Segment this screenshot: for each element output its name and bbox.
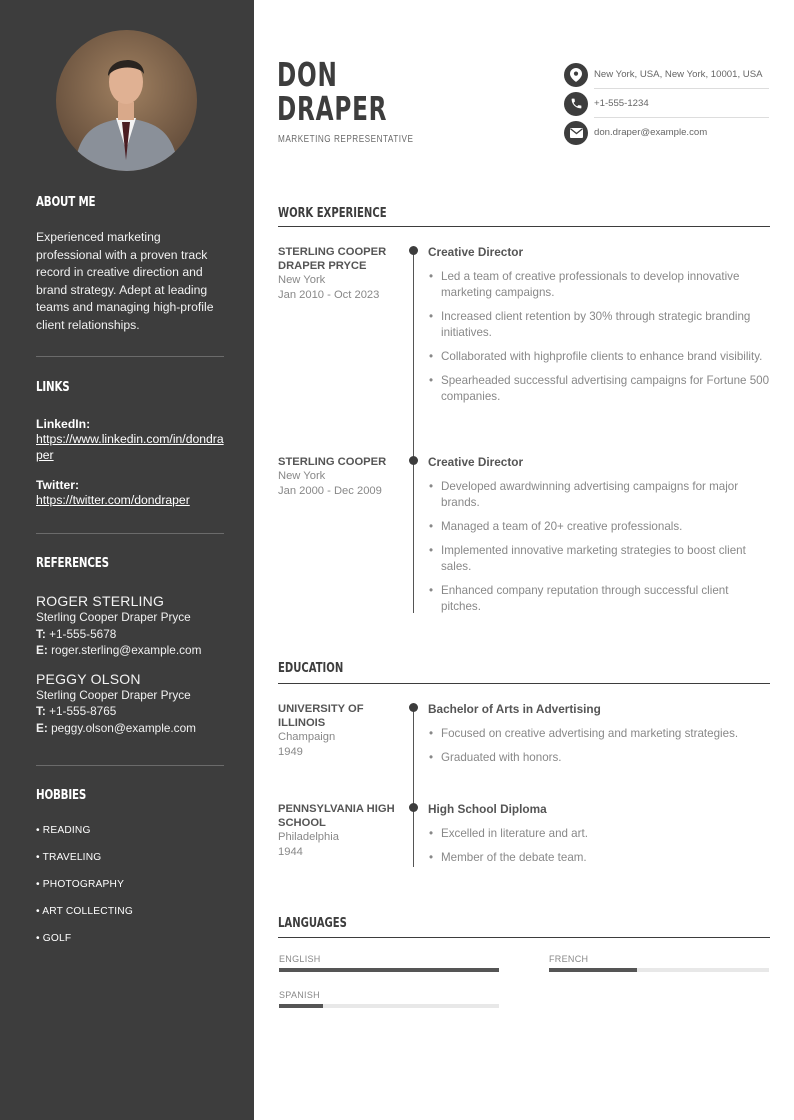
- about-text: Experienced marketing professional with a proven track record in creative direction and brand strategy. Adept at leading teams and managing high-profile client relationships.: [36, 230, 214, 332]
- work-experience-heading: WORK EXPERIENCE: [278, 206, 387, 221]
- divider: [36, 765, 224, 766]
- envelope-icon: [564, 121, 588, 145]
- education-bullets: [428, 826, 770, 874]
- bullet-item: • Excelled in literature and art.: [428, 826, 770, 842]
- education-bullets: [428, 726, 770, 774]
- map-pin-icon: [564, 63, 588, 87]
- languages-heading: LANGUAGES: [278, 916, 347, 931]
- timeline-dot: [409, 246, 418, 255]
- language-item: [549, 954, 769, 972]
- reference-company: Sterling Cooper Draper Pryce: [36, 610, 191, 624]
- hobbies-heading: HOBBIES: [36, 788, 87, 803]
- year: 1949: [278, 745, 303, 758]
- reference-phone: +1-555-8765: [49, 704, 117, 718]
- reference-name: ROGER STERLING: [36, 593, 165, 609]
- divider: [36, 356, 224, 357]
- location: Champaign: [278, 731, 336, 743]
- bullet-item: • Increased client retention by 30% through strategic branding initiatives.: [428, 309, 770, 341]
- language-level-fill: [279, 968, 499, 972]
- language-level-fill: [549, 968, 637, 972]
- hobbies-section: [36, 788, 224, 960]
- links-heading: LINKS: [36, 380, 70, 395]
- education-heading: EDUCATION: [278, 661, 344, 676]
- references-heading: REFERENCES: [36, 556, 109, 571]
- location: New York: [278, 274, 326, 286]
- email-label: E:: [36, 643, 48, 657]
- dates: Jan 2000 - Dec 2009: [278, 484, 382, 497]
- contact-email: [564, 118, 769, 147]
- bullet-item: • Collaborated with highprofile clients to enhance brand visibility.: [428, 349, 770, 365]
- bullet-item: • Implemented innovative marketing strategies to boost client sales.: [428, 543, 770, 575]
- about-section: [36, 195, 224, 334]
- first-name: DON: [277, 55, 338, 94]
- email-text[interactable]: don.draper@example.com: [594, 127, 708, 138]
- bullet-item: • Spearheaded successful advertising campaigns for Fortune 500 companies.: [428, 373, 770, 405]
- timeline-dot: [409, 803, 418, 812]
- link-linkedin: [36, 417, 224, 463]
- role-title: Creative Director: [428, 245, 524, 259]
- hobby-item: • TRAVELING: [36, 852, 102, 863]
- reference-email: peggy.olson@example.com: [51, 720, 196, 735]
- language-level-track: [549, 968, 769, 972]
- address-text: New York, USA, New York, 10001, USA: [594, 69, 763, 80]
- language-item: [279, 990, 499, 1008]
- language-name: SPANISH: [279, 990, 320, 1000]
- divider: [36, 533, 224, 534]
- hobby-item: • GOLF: [36, 933, 72, 944]
- reference-item: [36, 593, 224, 659]
- timeline-dot: [409, 703, 418, 712]
- bullet-item: • Managed a team of 20+ creative professionals.: [428, 519, 770, 535]
- last-name: DRAPER: [277, 89, 388, 128]
- job-title: MARKETING REPRESENTATIVE: [278, 134, 414, 145]
- reference-item: [36, 671, 224, 737]
- work-timeline: [413, 250, 414, 613]
- reference-company: Sterling Cooper Draper Pryce: [36, 687, 191, 702]
- hobby-item: • PHOTOGRAPHY: [36, 879, 125, 890]
- location: New York: [278, 470, 326, 482]
- degree-title: Bachelor of Arts in Advertising: [428, 702, 601, 716]
- education-timeline: [413, 707, 414, 867]
- bullet-item: • Member of the debate team.: [428, 850, 770, 866]
- school-name: PENNSYLVANIA HIGH SCHOOL: [278, 803, 395, 829]
- email-label: E:: [36, 720, 48, 735]
- company-name: STERLING COOPER DRAPER PRYCE: [278, 246, 387, 272]
- language-level-fill: [279, 1004, 323, 1008]
- link-twitter: [36, 478, 224, 508]
- bullet-item: • Enhanced company reputation through successful client pitches.: [428, 583, 770, 615]
- sidebar: [0, 0, 254, 1120]
- education-entry-info: [278, 702, 403, 759]
- role-title: Creative Director: [428, 455, 524, 469]
- language-item: [279, 954, 499, 972]
- bullet-item: • Led a team of creative professionals to develop innovative marketing campaigns.: [428, 269, 770, 301]
- phone-icon: [564, 92, 588, 116]
- reference-name: PEGGY OLSON: [36, 670, 141, 687]
- profile-photo: [56, 30, 197, 171]
- bullet-item: • Developed awardwinning advertising campaigns for major brands.: [428, 479, 770, 511]
- language-name: ENGLISH: [279, 954, 321, 964]
- link-label: Twitter:: [36, 478, 80, 492]
- timeline-dot: [409, 456, 418, 465]
- phone-text: +1-555-1234: [594, 98, 649, 109]
- reference-email: roger.sterling@example.com: [51, 643, 202, 657]
- references-section: [36, 556, 224, 736]
- degree-title: High School Diploma: [428, 802, 547, 816]
- phone-label: T:: [36, 626, 46, 641]
- contact-address: [564, 60, 769, 89]
- about-heading: ABOUT ME: [36, 195, 96, 210]
- hobby-item: • READING: [36, 825, 91, 836]
- language-level-track: [279, 1004, 499, 1008]
- full-name: [277, 55, 388, 128]
- work-entry-info: [278, 455, 403, 498]
- dates: Jan 2010 - Oct 2023: [278, 288, 380, 301]
- section-rule: [278, 683, 770, 684]
- links-section: [36, 380, 224, 508]
- education-entry-info: [278, 802, 403, 859]
- company-name: STERLING COOPER: [278, 456, 387, 468]
- hobby-item: • ART COLLECTING: [36, 906, 133, 917]
- linkedin-link[interactable]: https://www.linkedin.com/in/dondraper: [36, 432, 224, 462]
- reference-phone: +1-555-5678: [49, 626, 117, 641]
- work-bullets: [428, 269, 770, 413]
- contact-phone: [564, 89, 769, 118]
- school-name: UNIVERSITY OF ILLINOIS: [278, 703, 364, 729]
- language-level-track: [279, 968, 499, 972]
- work-bullets: [428, 479, 770, 623]
- bullet-item: • Focused on creative advertising and marketing strategies.: [428, 726, 770, 742]
- location: Philadelphia: [278, 831, 339, 843]
- section-rule: [278, 226, 770, 227]
- year: 1944: [278, 845, 303, 858]
- link-label: LinkedIn:: [36, 417, 91, 431]
- bullet-item: • Graduated with honors.: [428, 750, 770, 766]
- section-rule: [278, 937, 770, 938]
- twitter-link[interactable]: https://twitter.com/dondraper: [36, 493, 190, 507]
- language-name: FRENCH: [549, 954, 589, 964]
- work-entry-info: [278, 245, 403, 302]
- phone-label: T:: [36, 704, 46, 718]
